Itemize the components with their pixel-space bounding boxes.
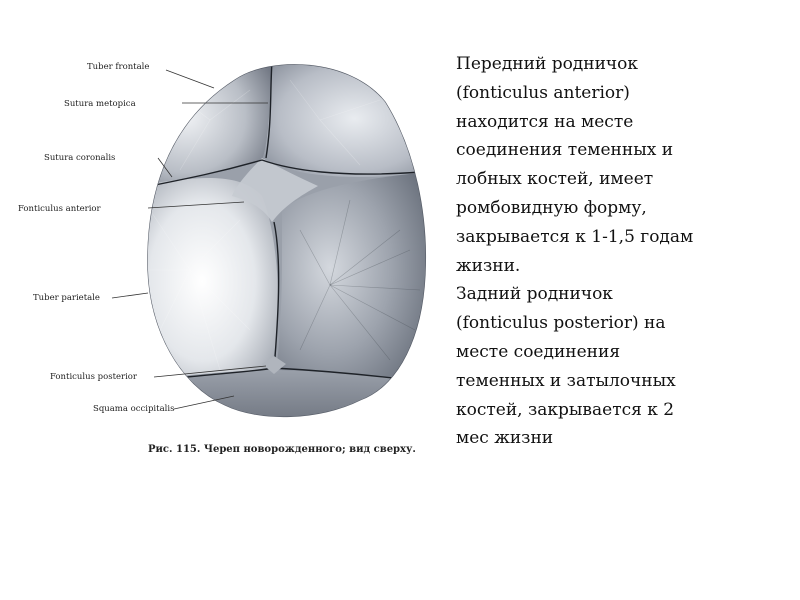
description-line: закрывается к 1-1,5 годам <box>456 226 694 247</box>
right-parietal-bone <box>276 172 430 385</box>
description-line: Передний родничок <box>456 54 639 74</box>
left-parietal-bone <box>140 178 278 385</box>
description-line: (fonticulus posterior) на <box>456 313 666 334</box>
label-tuber-frontale: Tuber frontale <box>87 62 150 72</box>
description-line: лобных костей, имеет <box>456 169 654 190</box>
label-squama-occipitalis: Squama occipitalis <box>93 404 175 414</box>
description-line: теменных и затылочных <box>456 370 676 391</box>
label-sutura-metopica: Sutura metopica <box>64 99 136 109</box>
description-line: находится на месте <box>456 111 634 132</box>
description-line: жизни. <box>456 255 521 276</box>
description-line: месте соединения <box>456 341 621 362</box>
occipital-bone <box>140 370 430 430</box>
description-text <box>456 50 756 453</box>
label-fonticulus-posterior: Fonticulus posterior <box>50 372 137 382</box>
label-sutura-coronalis: Sutura coronalis <box>44 153 116 163</box>
label-fonticulus-anterior: Fonticulus anterior <box>18 204 101 214</box>
description-line: костей, закрывается к 2 <box>456 399 675 420</box>
description-line: соединения теменных и <box>456 140 674 161</box>
description-line: мес жизни <box>456 428 554 449</box>
figure-caption: Рис. 115. Череп новорожденного; вид сверху. <box>148 444 416 455</box>
description-line: ромбовидную форму, <box>456 197 647 218</box>
description-line: (fonticulus anterior) <box>456 82 630 103</box>
label-tuber-parietale: Tuber parietale <box>33 293 100 303</box>
right-frontal-bone <box>262 60 430 177</box>
description-line: Задний родничок <box>456 284 613 305</box>
